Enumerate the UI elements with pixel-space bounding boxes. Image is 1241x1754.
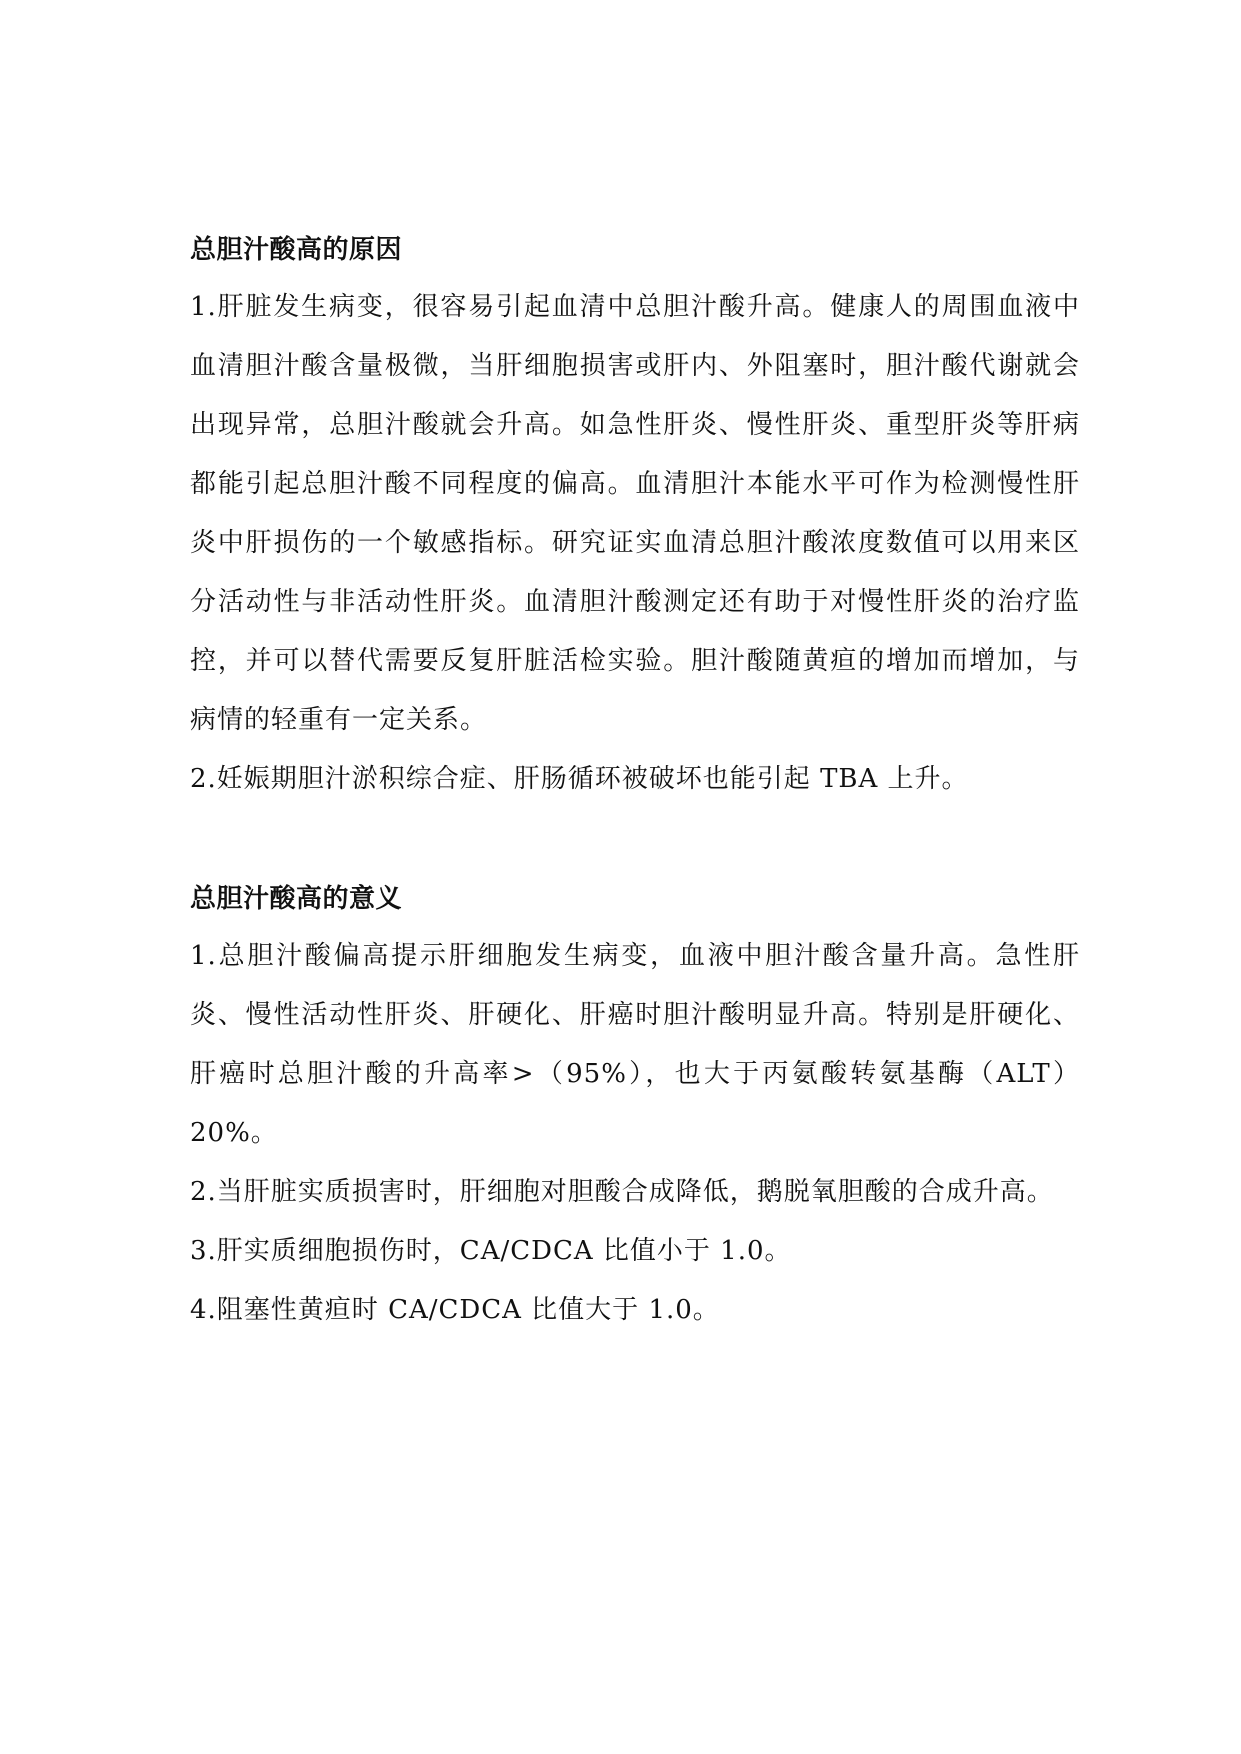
section-title-causes: 总胆汁酸高的原因: [190, 235, 403, 265]
paragraph-significance-3: 3.肝实质细胞损伤时，CA/CDCA 比值小于 1.0。: [190, 1236, 792, 1266]
document-content: [190, 222, 1080, 1340]
section-spacer: [190, 809, 1080, 871]
section-title-significance: 总胆汁酸高的意义: [190, 884, 403, 914]
paragraph-significance-4: 4.阻塞性黄疸时 CA/CDCA 比值大于 1.0。: [190, 1295, 720, 1325]
paragraph-significance-1: 1.总胆汁酸偏高提示肝细胞发生病变，血液中胆汁酸含量升高。急性肝炎、慢性活动性肝炎、肝硬化、肝癌时胆汁酸明显升高。特别是肝硬化、肝癌时总胆汁酸的升高率>（95%），也大于丙氨酸转氨基酶（ALT）20%。: [190, 941, 1080, 1148]
paragraph-significance-2: 2.当肝脏实质损害时，肝细胞对胆酸合成降低，鹅脱氧胆酸的合成升高。: [190, 1177, 1054, 1207]
paragraph-causes-1: 1.肝脏发生病变，很容易引起血清中总胆汁酸升高。健康人的周围血液中血清胆汁酸含量极微，当肝细胞损害或肝内、外阻塞时，胆汁酸代谢就会出现异常，总胆汁酸就会升高。如急性肝炎、慢性肝炎、重型肝炎等肝病都能引起总胆汁酸不同程度的偏高。血清胆汁本能水平可作为检测慢性肝炎中肝损伤的一个敏感指标。研究证实血清总胆汁酸浓度数值可以用来区分活动性与非活动性肝炎。血清胆汁酸测定还有助于对慢性肝炎的治疗监控，并可以替代需要反复肝脏活检实验。胆汁酸随黄疸的增加而增加，与病情的轻重有一定关系。: [190, 292, 1080, 735]
paragraph-causes-2: 2.妊娠期胆汁淤积综合症、肝肠循环被破坏也能引起 TBA 上升。: [190, 764, 969, 794]
